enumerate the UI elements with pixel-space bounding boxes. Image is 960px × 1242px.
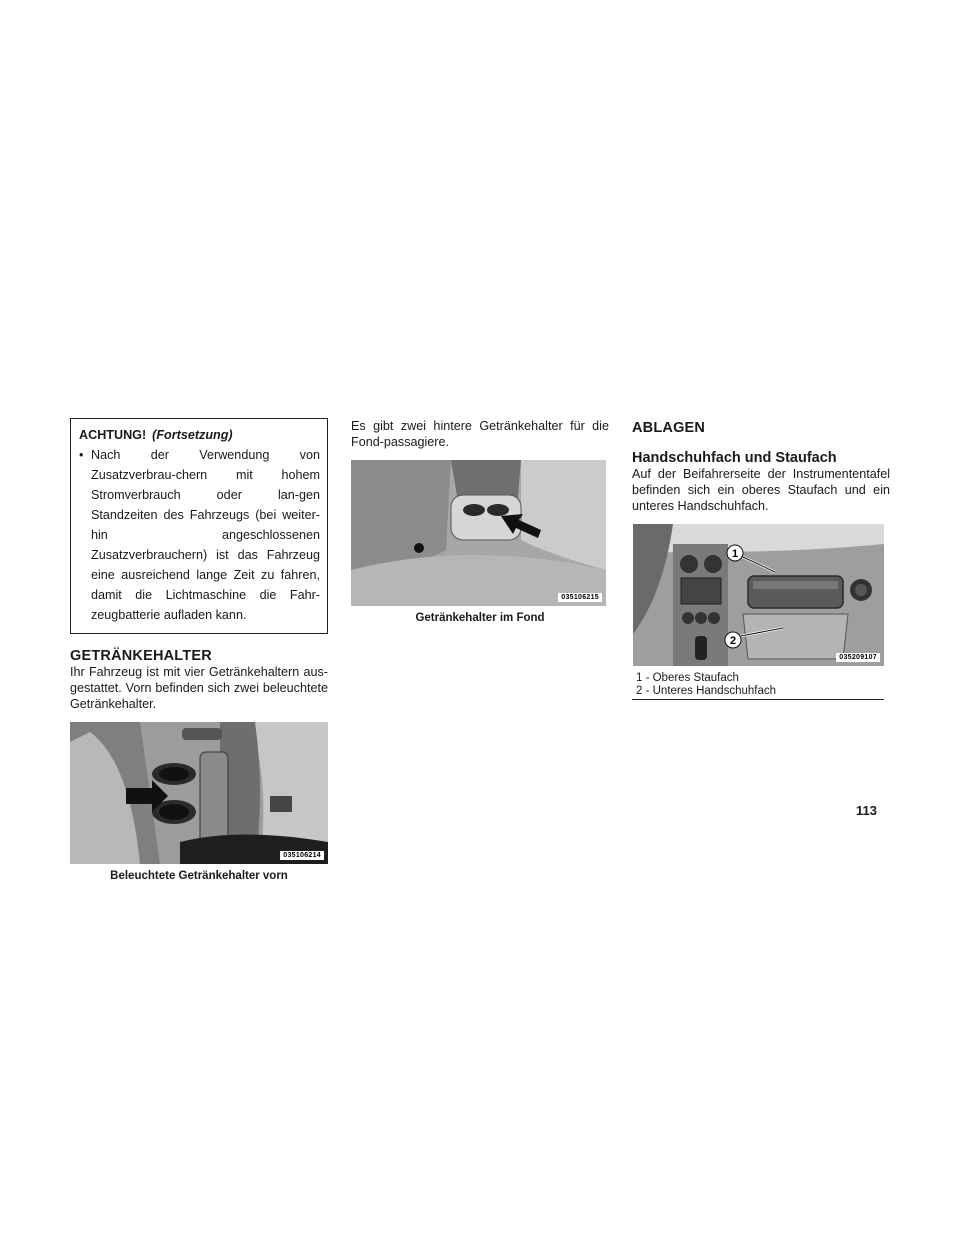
rear-cupholder-image	[351, 460, 606, 606]
figure-code: 035106215	[558, 593, 602, 602]
column-left	[70, 418, 328, 882]
figure-rear-cupholders	[351, 460, 606, 606]
figure-code: 035106214	[280, 851, 324, 860]
storage-intro: Auf der Beifahrerseite der Instrumententafel befinden sich ein oberes Staufach und ein unteres Handschuhfach.	[632, 467, 890, 513]
glovebox-image	[633, 524, 884, 666]
rear-cupholders-text: Es gibt zwei hintere Getränkehalter für die Fond-passagiere.	[351, 419, 609, 449]
figure-code: 035209107	[836, 653, 880, 662]
section-title-storage: ABLAGEN	[632, 420, 706, 436]
figure-caption-rear: Getränkehalter im Fond	[415, 612, 545, 624]
warning-label: ACHTUNG!	[79, 428, 147, 442]
legend-item-2: 2 - Unteres Handschuhfach	[636, 685, 776, 697]
column-middle	[351, 418, 609, 624]
warning-box	[70, 418, 328, 634]
front-cupholder-image	[70, 722, 328, 864]
page-number: 113	[856, 803, 877, 818]
figure-legend	[632, 672, 884, 700]
subsection-title-glovebox: Handschuhfach und Staufach	[632, 450, 837, 466]
callout-2: 2	[729, 635, 737, 647]
section-title-cupholders: GETRÄNKEHALTER	[70, 648, 212, 664]
warning-continued: (Fortsetzung)	[152, 428, 233, 442]
figure-glovebox	[633, 524, 884, 666]
figure-front-cupholders	[70, 722, 328, 864]
column-right	[632, 418, 890, 700]
warning-bullet	[79, 445, 320, 625]
warning-bullet-text: Nach der Verwendung von Zusatzverbrau-chern mit hohem Stromverbrauch oder lan-gen Standzeiten des Fahrzeugs (bei weiter-hin angeschlossenen Zusatzverbrauchern) ist das Fahrzeug eine ausreichend lange Zeit zu fahren, damit die Lichtmaschine die Fahr-zeugbatterie aufladen kann.	[91, 448, 320, 622]
callout-1: 1	[731, 548, 739, 560]
legend-item-1: 1 - Oberes Staufach	[636, 672, 739, 684]
bullet-icon: •	[79, 448, 84, 462]
figure-caption-front: Beleuchtete Getränkehalter vorn	[110, 870, 288, 882]
cupholders-intro: Ihr Fahrzeug ist mit vier Getränkehaltern aus-gestattet. Vorn befinden sich zwei beleuchtete Getränkehalter.	[70, 665, 328, 711]
warning-heading	[79, 425, 320, 445]
